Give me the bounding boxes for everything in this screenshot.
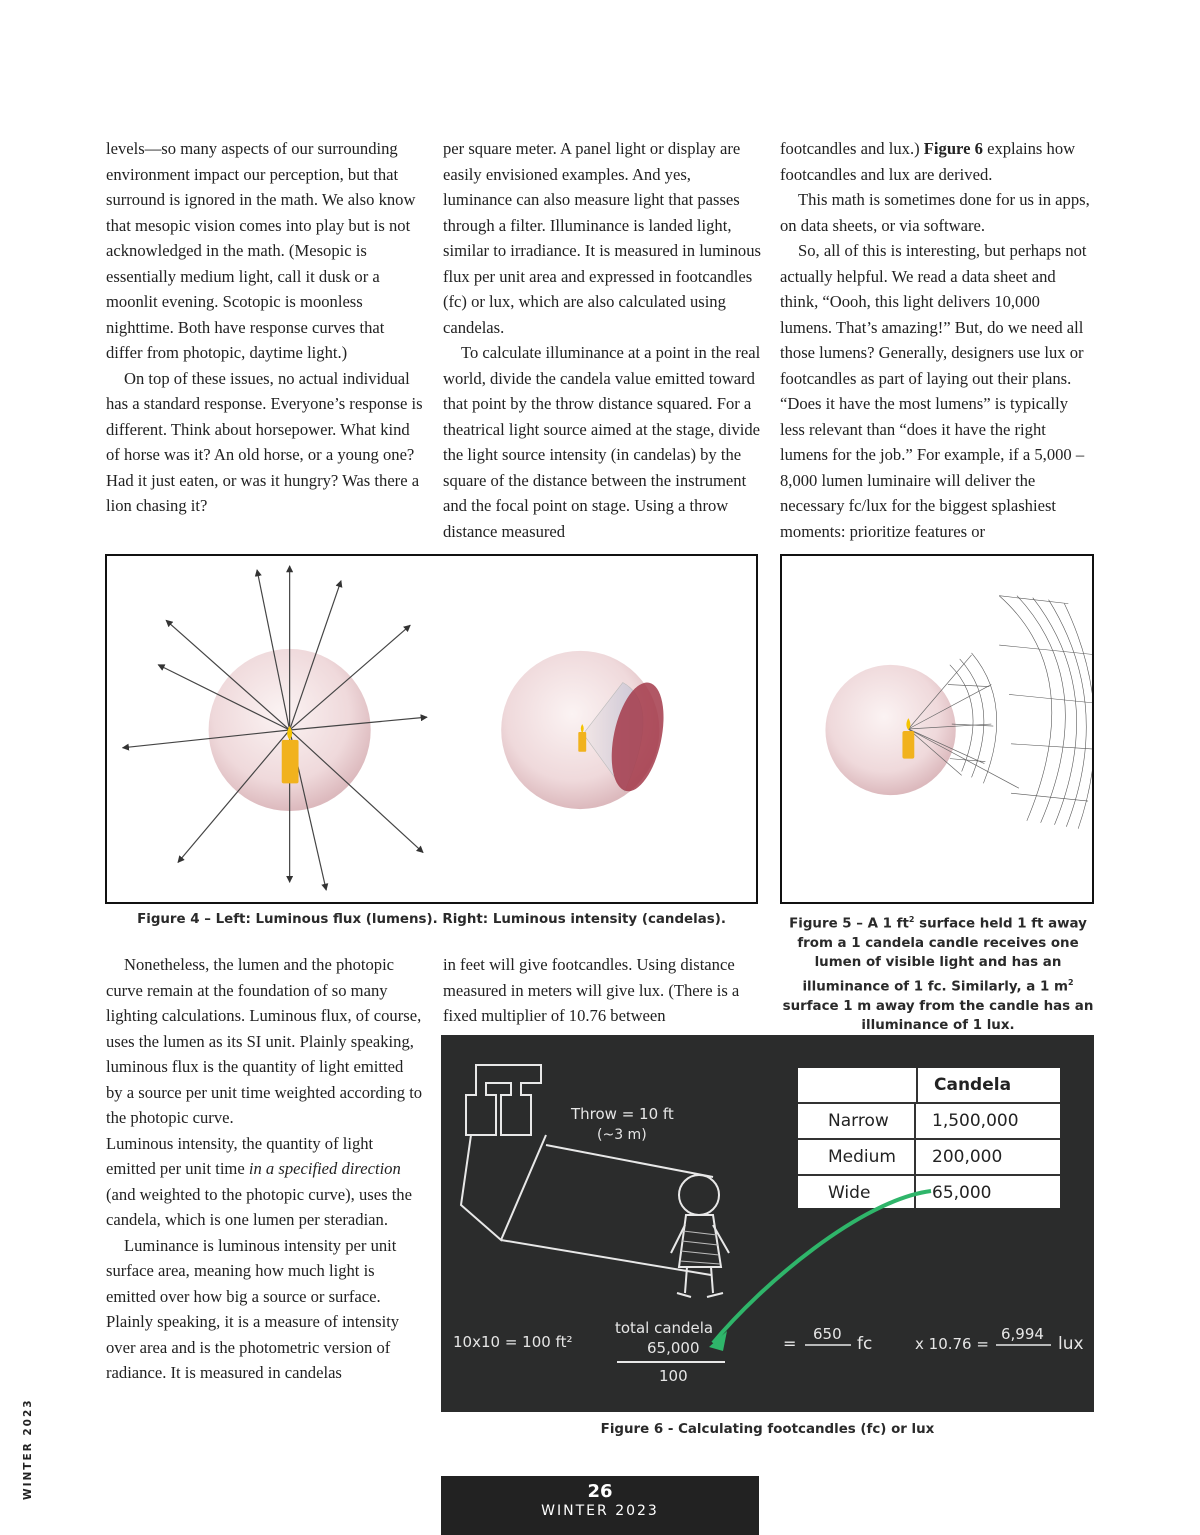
table-cell: Wide — [798, 1176, 916, 1208]
green-arrow — [713, 1191, 931, 1343]
candle-icon — [902, 731, 914, 759]
column-2-top — [443, 136, 761, 544]
candela-table-frame — [798, 1068, 1060, 1208]
paragraph: To calculate illuminance at a point in the real world, divide the candela value emitted toward that point by the throw distance squared. For a theatrical light source aimed at the stage, divide the light source intensity (in candelas) by the square of the distance between the instrument and the focal point on stage. Using a throw distance measured — [443, 343, 761, 541]
candela-table — [798, 1068, 1060, 1208]
text-run: Luminous intensity, the quantity of light emitted per unit time — [106, 1133, 374, 1178]
table-cell: 200,000 — [932, 1147, 1003, 1167]
figure-6-chalkboard — [441, 1035, 1094, 1412]
text-run: footcandles and lux.) — [780, 139, 924, 158]
column-3-top — [780, 136, 1096, 544]
paragraph: levels—so many aspects of our surrounding environment impact our perception, but that surround is ignored in the math. We also know that mesopic vision comes into play but is not acknowledged in the math. (Mesopic is essentially medium light, call it dusk or a moonlit evening. Scotopic is moonless nighttime. Both have response curves that differ from photopic, daytime light.) — [106, 139, 416, 362]
person-hatching — [680, 1231, 720, 1264]
table-row — [798, 1140, 1060, 1176]
text-run: (and weighted to the photopic curve), uses the candela, which is one lumen per steradian. — [106, 1184, 412, 1229]
lux-unit: lux — [1058, 1334, 1084, 1354]
figure-4 — [105, 554, 758, 904]
caption-run: surface 1 m away from the candle has an illuminance of 1 lux. — [782, 998, 1094, 1034]
paragraph: This math is sometimes done for us in apps, on data sheets, or via software. — [780, 190, 1090, 235]
table-row — [798, 1104, 1060, 1140]
caption-run: surface held 1 ft away from a 1 candela candle receives one lumen of visible light and has an illuminance of 1 fc. Similarly, a 1 m — [797, 916, 1087, 995]
fc-unit: fc — [857, 1334, 873, 1354]
multiplier: x 10.76 = — [915, 1335, 989, 1353]
paragraph: On top of these issues, no actual individual has a standard response. Everyone’s response is different. Think about horsepower. What kind of horse was it? An old horse, or a young one? Had it just eaten, or was it hungry? Was there a lion chasing it? — [106, 368, 423, 515]
column-2-bottom — [443, 952, 761, 1029]
surface-grid — [948, 596, 1092, 829]
issue-season: WINTER 2023 — [541, 1503, 659, 1519]
paragraph: Nonetheless, the lumen and the photopic curve remain at the foundation of so many lighting calculations. Luminous flux, of course, uses the lumen as its SI unit. Plainly speaking, luminous flux is the quantity of light emitted by a source per unit time weighted according to the photopic curve. — [106, 955, 423, 1127]
denominator: 100 — [659, 1367, 688, 1385]
table-row — [798, 1068, 1060, 1104]
numerator: 65,000 — [647, 1339, 700, 1357]
equals-sign: = — [783, 1334, 797, 1353]
table-cell: Narrow — [798, 1104, 916, 1138]
table-cell: 65,000 — [932, 1183, 992, 1203]
figure-5-caption — [780, 910, 1096, 1036]
superscript: 2 — [908, 915, 915, 924]
paragraph: So, all of this is interesting, but perhaps not actually helpful. We read a data sheet and think, “Oooh, this light delivers 10,000 lumens. That’s amazing!” But, do we need all those lumens? Generally, designers use lux or footcandles as part of laying out their plans. “Does it have the most lumens” is typically less relevant than “does it have the right lumens for the job.” For example, if a 5,000 – 8,000 lumen luminaire will deliver the necessary fc/lux for the biggest splashiest moments: prioritize features or — [780, 241, 1087, 541]
throw-metric: (~3 m) — [597, 1127, 647, 1143]
table-cell: Medium — [798, 1140, 916, 1174]
candle-icon — [282, 740, 299, 783]
lux-value: 6,994 — [1001, 1325, 1044, 1343]
paragraph: per square meter. A panel light or display are easily envisioned examples. And yes, luminance can also measure light that passes through a filter. Illuminance is landed light, similar to irradiance. It is measured in luminous flux per unit area and expressed in footcandles (fc) or lux, which are also calculated using candelas. — [443, 139, 761, 337]
chalkboard-drawing — [441, 1035, 1094, 1412]
text-run: explains how footcandles and lux are derived. — [780, 139, 1076, 184]
page-footer — [441, 1476, 759, 1535]
column-1-bottom — [106, 952, 424, 1386]
figure-4-caption: Figure 4 – Left: Luminous flux (lumens). Right: Luminous intensity (candelas). — [137, 912, 726, 927]
caption-run: Figure 5 – A 1 ft — [789, 916, 909, 932]
fc-value: 650 — [813, 1325, 842, 1343]
table-cell — [798, 1068, 918, 1102]
throw-label: Throw = 10 ft — [571, 1105, 674, 1123]
figure-5-illustration — [782, 556, 1092, 902]
emphasis: in a specified direction — [248, 1159, 401, 1178]
superscript: 2 — [1067, 977, 1074, 987]
figure-5 — [780, 554, 1094, 904]
total-candela-label: total candela — [615, 1319, 714, 1337]
paragraph — [106, 1131, 424, 1233]
table-header: Candela — [934, 1075, 1012, 1095]
figure-reference: Figure 6 — [923, 139, 983, 158]
figure-4-illustration — [107, 556, 756, 902]
paragraph: in feet will give footcandles. Using distance measured in meters will give lux. (There is a fixed multiplier of 10.76 between — [443, 955, 740, 1025]
figure-6-caption: Figure 6 - Calculating footcandles (fc) or lux — [600, 1422, 935, 1437]
person-drawing — [671, 1175, 729, 1297]
unit-sphere — [825, 665, 955, 795]
paragraph — [780, 136, 1096, 187]
candle-icon — [578, 732, 586, 752]
column-1-top — [106, 136, 424, 519]
paragraph: Luminance is luminous intensity per unit surface area, meaning how much light is emitted over how big a source or surface. Plainly speaking, it is a measure of intensity over area and is the photometric version of radiance. It is measured in candelas — [106, 1235, 400, 1382]
page-number: 26 — [587, 1481, 613, 1502]
table-cell: 1,500,000 — [932, 1111, 1019, 1131]
side-issue-label: WINTER 2023 — [22, 1398, 34, 1500]
area-formula: 10x10 = 100 ft² — [453, 1333, 573, 1351]
